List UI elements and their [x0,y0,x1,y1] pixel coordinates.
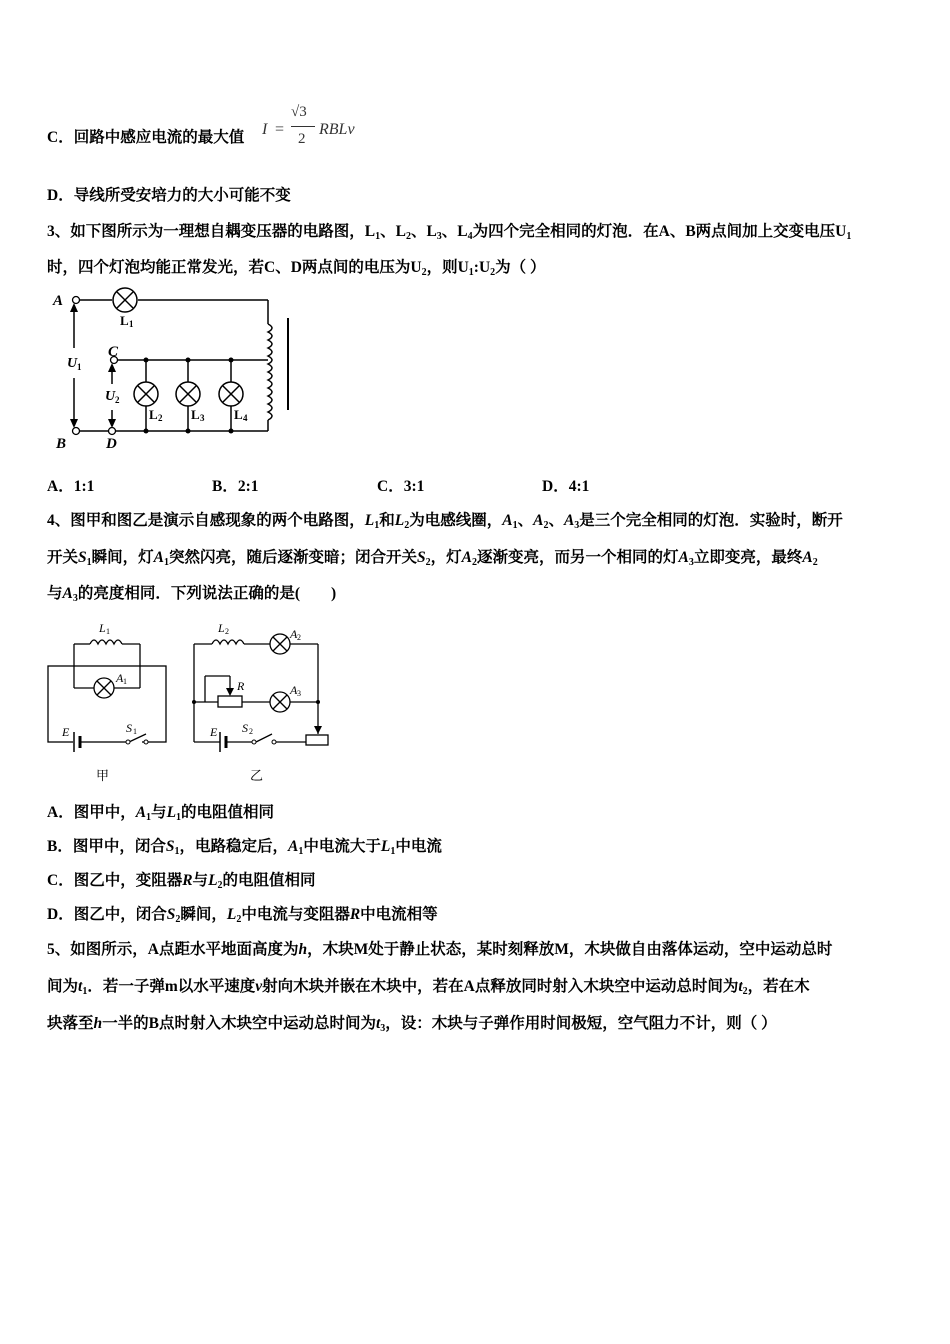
inductor-l2 [212,640,244,644]
q4-option-d: D．图乙中，闭合$S_2$瞬间，$L_2$中电流与变阻器R中电流相等 [47,906,438,925]
svg-text:3: 3 [297,689,301,698]
q3-option-b: B．2:1 [212,478,259,495]
label-l2: L [149,407,158,422]
svg-text:1: 1 [129,319,134,329]
label-a: A [53,293,64,309]
svg-text:L: L [218,621,225,635]
label-yi: 乙 [250,768,264,783]
svg-text:2: 2 [249,727,253,736]
label-b: B [56,436,67,452]
svg-text:A: A [290,627,298,641]
label-jia: 甲 [96,768,110,783]
label-d: D [106,436,117,452]
q2-option-d: D．导线所受安培力的大小可能不变 [47,187,291,204]
label-l4: L [234,407,243,422]
svg-text:A: A [116,671,124,685]
q5-stem-line2: 间为$t_1$．若一子弹m以水平速度v射向木块并嵌在木块中，若在A点释放同时射入木块空中运动总时间为$t_2$，若在木 [47,978,810,997]
svg-text:2: 2 [115,395,120,405]
q3-stem-line2: 时，四个灯泡均能正常发光，若C、D两点间的电压为$U_2$，则$U_1:U_2$为（ ） [47,259,546,278]
q5-stem-line3: 块落至h一半的B点时射入木块空中运动总时间为$t_3$，设：木块与子弹作用时间极短，空气阻力不计，则（ ） [47,1015,777,1034]
q3-stem-line1: 3、如下图所示为一理想自耦变压器的电路图，$L_1$、$L_2$、$L_3$、$L_4$为四个完全相同的灯泡．在A、B两点间加上交变电压$U_1$ [47,223,852,242]
svg-text:2: 2 [297,633,301,642]
svg-text:1: 1 [133,727,137,736]
transformer-coil [268,324,272,420]
svg-text:2: 2 [158,413,163,423]
svg-text:A: A [290,683,298,697]
rheostat-r [218,696,242,707]
q4-option-c: C．图乙中，变阻器R与$L_2$的电阻值相同 [47,872,316,891]
q3-option-a: A．1:1 [47,478,95,495]
q3-option-d: D．4:1 [542,478,590,495]
svg-text:E: E [62,725,70,739]
self-inductance-circuits-figure [44,616,334,788]
q2-option-c: C．回路中感应电流的最大值 [47,129,245,146]
label-u2: U [105,389,116,404]
label-u1: U [67,356,78,371]
label-l3: L [191,407,200,422]
svg-text:4: 4 [243,413,248,423]
q4-option-b: B．图甲中，闭合$S_1$，电路稳定后，$A_1$中电流大于$L_1$中电流 [47,838,442,857]
q4-stem-line1: 4、图甲和图乙是演示自感现象的两个电路图，$L_1$和$L_2$为电感线圈，$A_1$、$A_2$、$A_3$是三个完全相同的灯泡．实验时，断开 [47,512,843,531]
q3-option-c: C．3:1 [377,478,425,495]
svg-text:S: S [242,721,248,735]
svg-text:1: 1 [123,677,127,686]
fraction-bar [291,126,315,127]
q5-stem-line1: 5、如图所示，A点距水平地面高度为h，木块M处于静止状态，某时刻释放M，木块做自由落体运动，空中运动总时 [47,941,833,958]
svg-text:1: 1 [106,627,110,636]
autotransformer-circuit-figure [50,288,300,453]
label-c: C [108,344,119,360]
max-current-formula: I = √3 2 RBLv [262,104,355,147]
q4-option-a: A．图甲中，$A_1$与$L_1$的电阻值相同 [47,804,275,823]
svg-text:L: L [99,621,106,635]
q4-stem-line3: 与$A_3$的亮度相同．下列说法正确的是( ) [47,585,337,604]
label-l1: L [120,313,129,328]
svg-text:E: E [210,725,218,739]
svg-text:2: 2 [225,627,229,636]
inductor-l1 [90,640,122,644]
svg-text:1: 1 [77,362,82,372]
q4-stem-line2: 开关$S_1$瞬间，灯$A_1$突然闪亮，随后逐渐变暗；闭合开关$S_2$，灯$A_2$逐渐变亮，而另一个相同的灯$A_3$立即变亮，最终$A_2$ [47,549,818,568]
slide-rheostat [306,735,328,745]
svg-text:3: 3 [200,413,205,423]
svg-text:R: R [237,679,245,693]
svg-text:S: S [126,721,132,735]
